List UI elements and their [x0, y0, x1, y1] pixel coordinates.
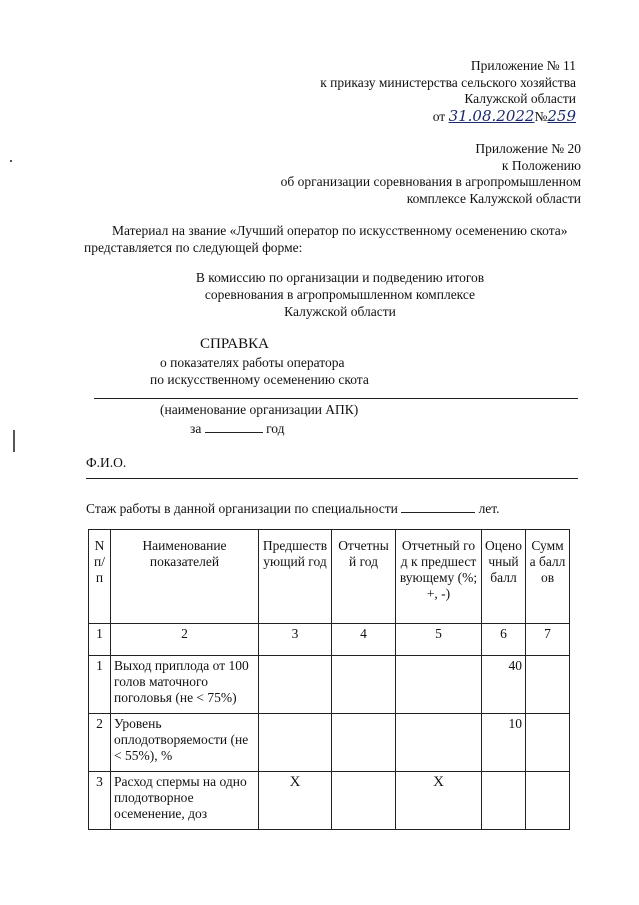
row-score [482, 772, 526, 830]
year-prefix: за [190, 421, 202, 436]
spravka-subtitle-1: о показателях работы оператора [160, 355, 345, 370]
table-header-row [89, 530, 570, 624]
row-previous-year [259, 656, 332, 714]
organization-caption: (наименование организации АПК) [160, 402, 359, 417]
appendix-11-date [156, 108, 576, 126]
column-number: 7 [526, 624, 570, 656]
row-sum [526, 714, 570, 772]
appendix-11-block [156, 58, 576, 125]
experience-blank [401, 500, 475, 513]
handwritten-date: 31.08.2022 [448, 106, 535, 125]
header-ratio: Отчетный год к предшествующему (%; +, -) [396, 530, 482, 624]
appendix-20-organization: об организации соревнования в агропромышленном [280, 174, 581, 189]
row-previous-year: Х [259, 772, 332, 830]
appendix-20-regulation: к Положению [501, 157, 581, 173]
row-indicator-name: Выход приплода от 100 голов маточного поголовья (не < 75%) [111, 656, 259, 714]
column-number: 2 [111, 624, 259, 656]
header-reporting-year: Отчетный год [332, 530, 396, 624]
addressee-line-1: В комиссию по организации и подведению итогов [195, 270, 485, 285]
appendix-20-block [161, 141, 581, 207]
experience-suffix: лет. [478, 501, 500, 516]
row-ratio: Х [396, 772, 482, 830]
table-row [89, 772, 570, 830]
row-ratio [396, 714, 482, 772]
column-number: 5 [396, 624, 482, 656]
intro-line-2: представляется по следующей форме: [84, 240, 303, 255]
row-reporting-year [332, 656, 396, 714]
column-number: 3 [259, 624, 332, 656]
appendix-20-title: Приложение № 20 [475, 141, 581, 156]
organization-name-line [94, 398, 578, 399]
table-row [89, 714, 570, 772]
number-sign: № [534, 108, 548, 124]
indicators-table [88, 529, 570, 830]
header-score: Оценочный балл [482, 530, 526, 624]
intro-paragraph [84, 222, 584, 256]
spravka-subtitle-2: по искусственному осеменению скота [150, 372, 369, 387]
column-number: 1 [89, 624, 111, 656]
spravka-title: СПРАВКА [200, 336, 269, 352]
scan-mark [13, 430, 15, 452]
table-row [89, 656, 570, 714]
column-number: 4 [332, 624, 396, 656]
row-sum [526, 656, 570, 714]
addressee-line-2: соревнования в агропромышленном комплексе [204, 287, 476, 302]
row-reporting-year [332, 714, 396, 772]
appendix-11-region: Калужской области [464, 91, 576, 106]
row-previous-year [259, 714, 332, 772]
row-number: 2 [89, 714, 111, 772]
addressee-block [160, 269, 520, 320]
header-previous-year: Предшествующий год [259, 530, 332, 624]
row-ratio [396, 656, 482, 714]
appendix-11-order: к приказу министерства сельского хозяйства [320, 74, 576, 90]
fio-line [86, 478, 578, 479]
header-number: N п/п [89, 530, 111, 624]
year-line [190, 420, 285, 437]
year-suffix: год [266, 421, 285, 436]
year-blank [205, 420, 263, 433]
row-indicator-name: Расход спермы на одно плодотворное осеменение, доз [111, 772, 259, 830]
experience-line [86, 500, 500, 517]
row-indicator-name: Уровень оплодотворяемости (не < 55%), % [111, 714, 259, 772]
scan-mark [10, 160, 12, 162]
appendix-20-complex: комплексе Калужской области [406, 190, 581, 206]
fio-label: Ф.И.О. [86, 455, 127, 470]
intro-line-1: Материал на звание «Лучший оператор по искусственному осеменению скота» [112, 223, 568, 238]
row-number: 1 [89, 656, 111, 714]
header-sum: Сумма баллов [526, 530, 570, 624]
handwritten-number: 259 [547, 106, 576, 125]
row-sum [526, 772, 570, 830]
header-indicator-name: Наименование показателей [111, 530, 259, 624]
table-number-row [89, 624, 570, 656]
row-score: 40 [482, 656, 526, 714]
addressee-line-3: Калужской области [284, 304, 396, 319]
column-number: 6 [482, 624, 526, 656]
appendix-11-title: Приложение № 11 [470, 58, 576, 73]
date-prefix: от [432, 108, 446, 124]
row-number: 3 [89, 772, 111, 830]
row-reporting-year [332, 772, 396, 830]
row-score: 10 [482, 714, 526, 772]
experience-prefix: Стаж работы в данной организации по специальности [86, 501, 398, 516]
